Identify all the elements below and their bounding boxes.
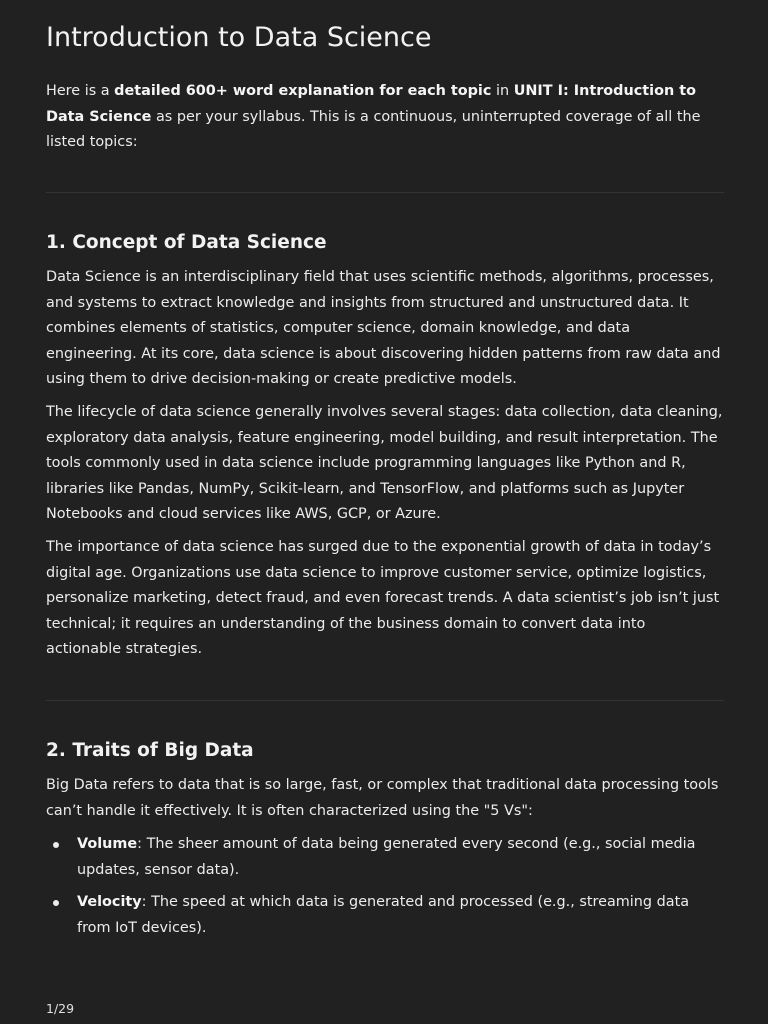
intro-text-1: Here is a (46, 83, 115, 99)
section-divider (46, 192, 724, 193)
list-item-term: Volume (77, 836, 138, 852)
bullet-dot-icon (53, 842, 59, 848)
list-item-text: : The sheer amount of data being generated every second (e.g., social media updates, sensor data). (77, 836, 696, 878)
document-title: Introduction to Data Science (46, 22, 432, 53)
intro-paragraph (46, 79, 722, 156)
section-heading-big-data: 2. Traits of Big Data (46, 740, 254, 761)
section-divider (46, 700, 724, 701)
big-data-paragraph: Big Data refers to data that is so large, fast, or complex that traditional data processing tools can’t handle it effectively. It is often characterized using the "5 Vs": (46, 777, 719, 819)
page-indicator: 1/29 (46, 1001, 75, 1016)
intro-bold-1: detailed 600+ word explanation for each topic (114, 83, 492, 99)
list-item-text: : The speed at which data is generated and processed (e.g., streaming data from IoT devices). (77, 894, 690, 936)
concept-paragraph-3: The importance of data science has surged due to the exponential growth of data in today’s digital age. Organizations use data science to improve customer service, optimize logistics, personalize marketing, detect fraud, and even forecast trends. A data scientist’s job isn’t just technical; it requires an understanding of the business domain to convert data into actionable strategies. (46, 539, 720, 658)
intro-text-2: in (491, 83, 514, 99)
list-item-term: Velocity (77, 894, 142, 910)
concept-paragraph-2: The lifecycle of data science generally involves several stages: data collection, data cleaning, exploratory data analysis, feature engineering, model building, and result interpretation. The tools commonly used in data science include programming languages like Python and R, libraries like Pandas, NumPy, Scikit-learn, and TensorFlow, and platforms such as Jupyter Notebooks and cloud services like AWS, GCP, or Azure. (46, 404, 723, 523)
intro-bold-2: UNIT I: Introduction to Data Science (46, 83, 696, 125)
section-heading-concept: 1. Concept of Data Science (46, 232, 327, 253)
intro-text-3: as per your syllabus. This is a continuous, uninterrupted coverage of all the listed topics: (46, 108, 701, 151)
bullet-dot-icon (53, 900, 59, 906)
concept-paragraph-1: Data Science is an interdisciplinary field that uses scientific methods, algorithms, processes, and systems to extract knowledge and insights from structured and unstructured data. It combines elements of statistics, computer science, domain knowledge, and data engineering. At its core, data science is about discovering hidden patterns from raw data and using them to drive decision-making or create predictive models. (46, 269, 721, 388)
